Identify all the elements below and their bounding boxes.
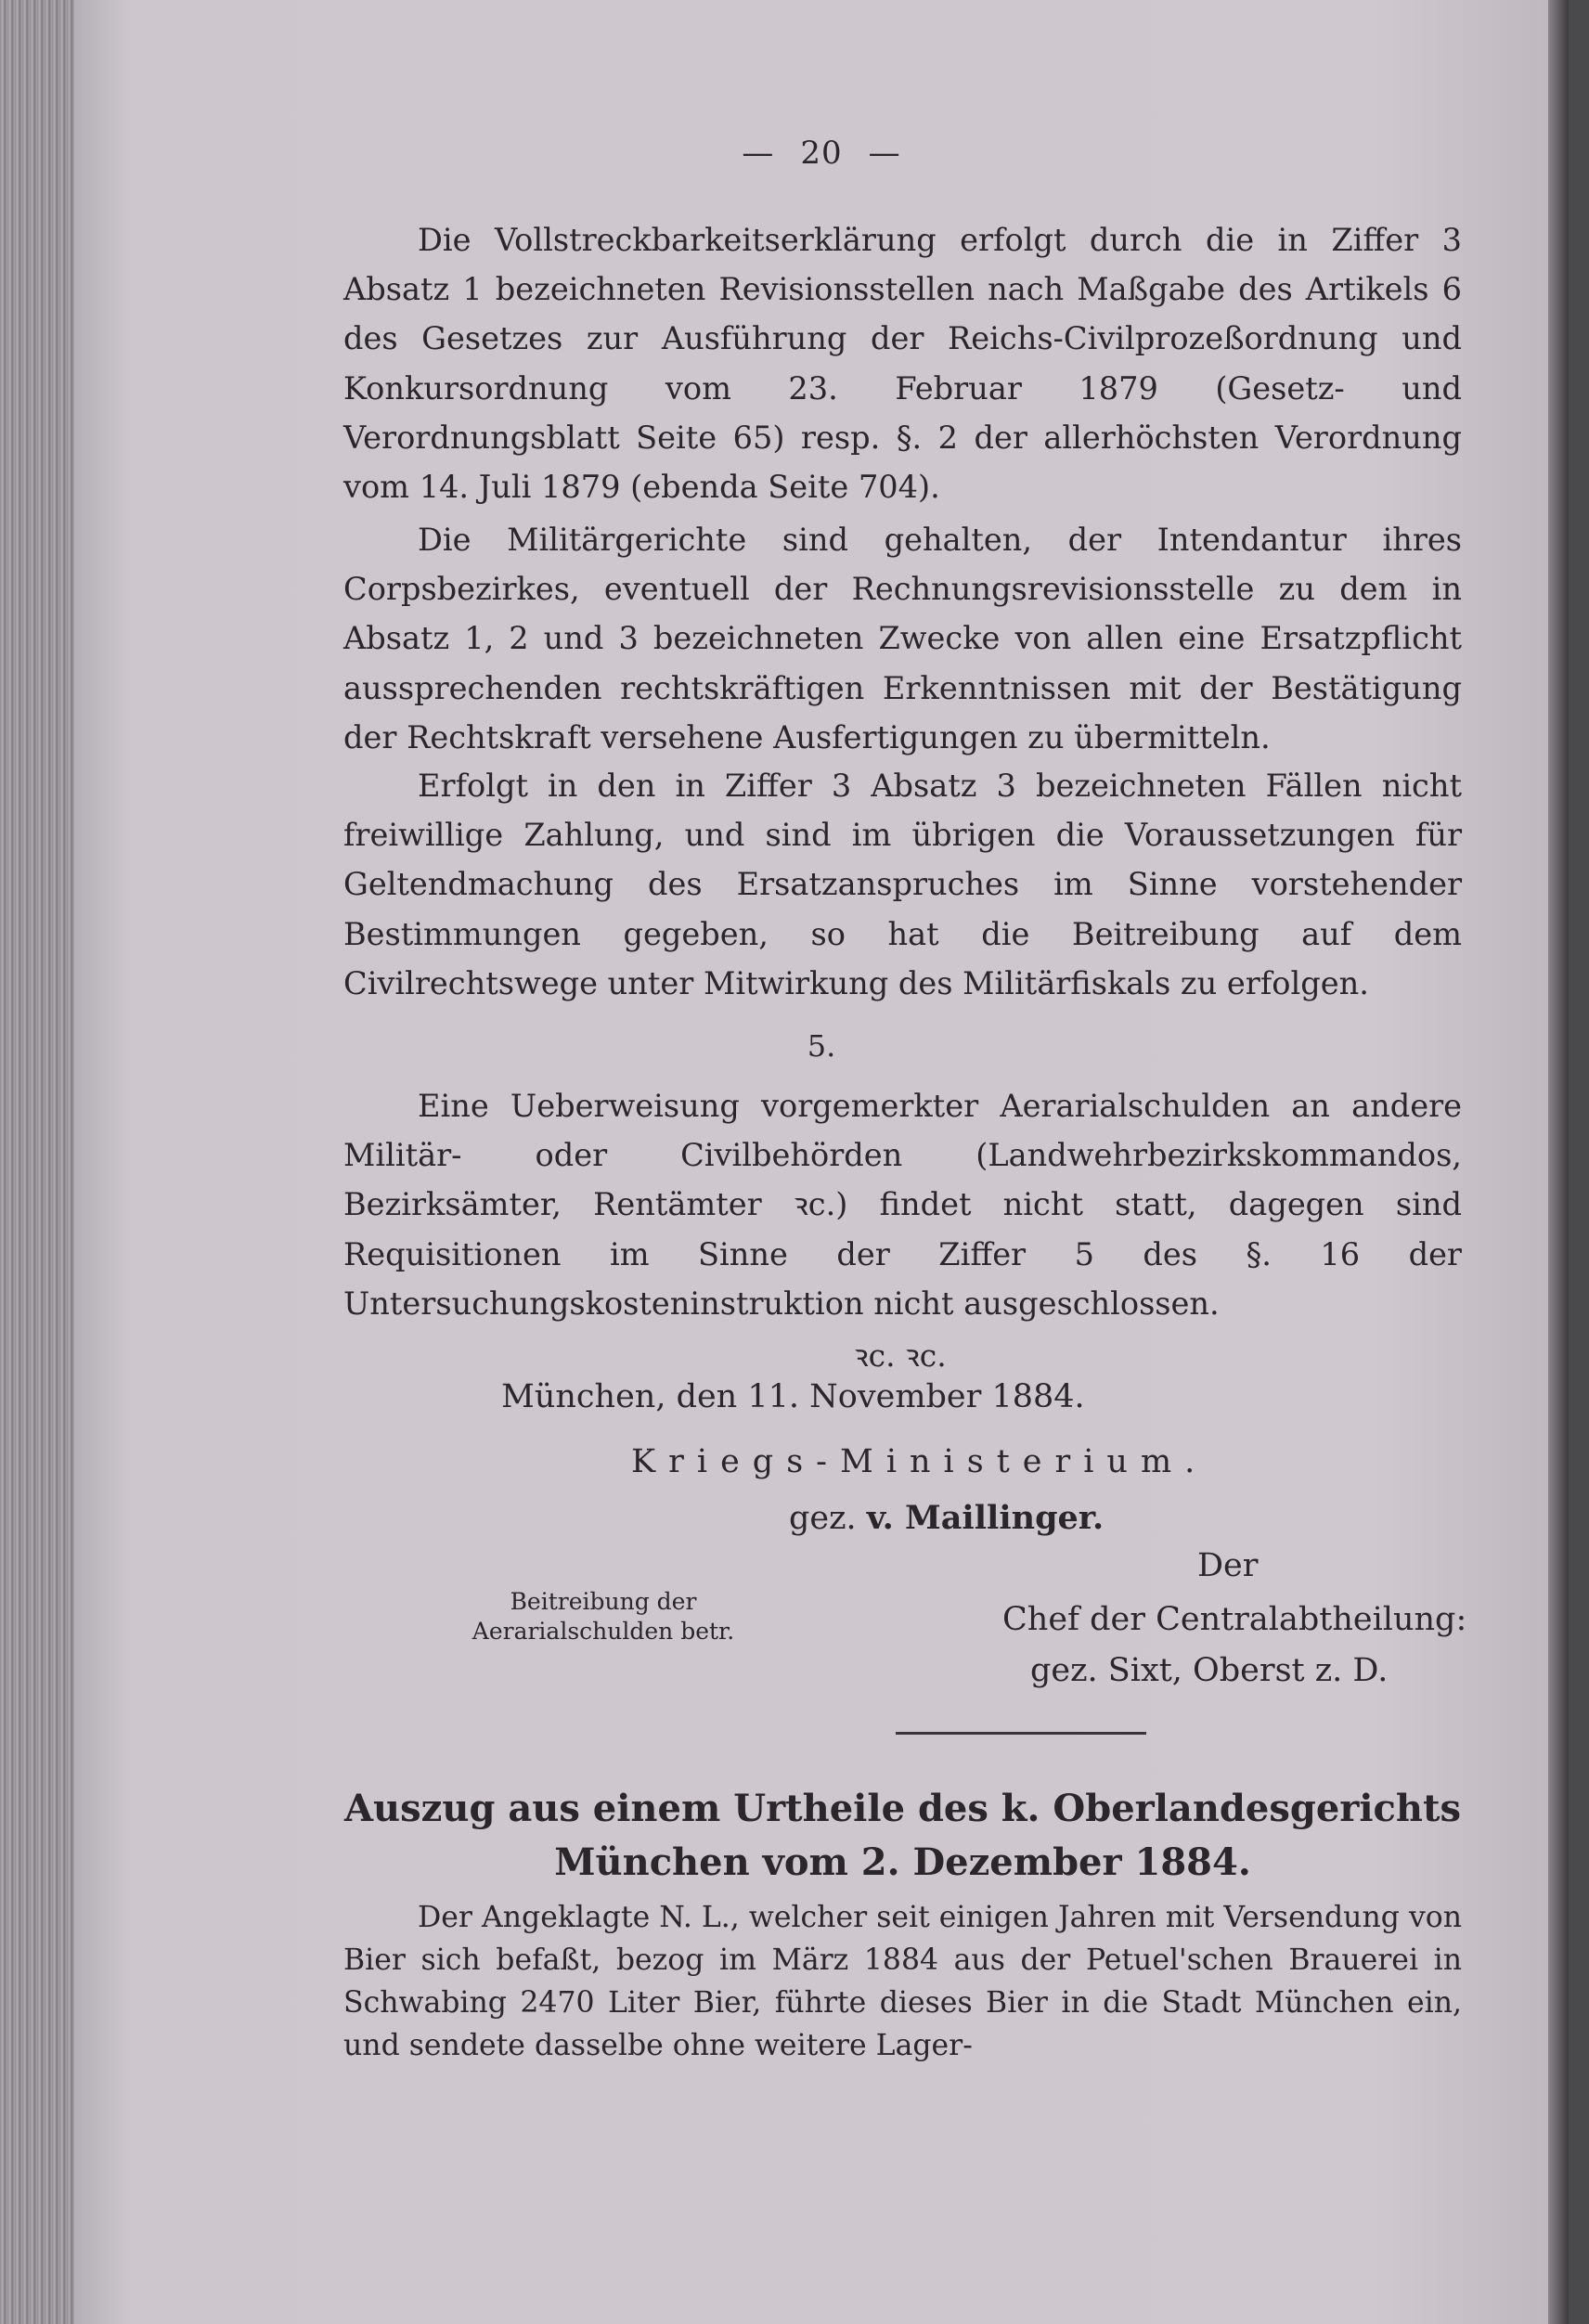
- paragraph-text: Der Angeklagte N. L., welcher seit einigen Jahren mit Versendung von Bier sich befaßt, bezog im März 1884 aus der Petuel'schen Brauerei in Schwabing 2470 Liter Bier, führte dieses Bier in die Stadt München ein, und sendete dasselbe ohne weitere Lager-: [343, 1901, 1462, 2062]
- place-date-line: München, den 11. November 1884.: [501, 1378, 1085, 1415]
- heading-line-1: Auszug aus einem Urtheile des k. Oberlandesgerichts: [344, 1787, 1461, 1830]
- section-number: 5.: [807, 1028, 836, 1064]
- section-heading: [343, 1782, 1462, 1890]
- margin-note: Beitreibung der Aerarialschulden betr.: [472, 1588, 735, 1645]
- paragraph-text: Die Militärgerichte sind gehalten, der Intendantur ihres Corpsbezirkes, eventuell der Rechnungsrevisionsstelle zu dem in Absatz 1, 2 und 3 bezeichneten Zwecke von allen eine Ersatzpflicht aussprechenden rechtskräftigen Erkenntnissen mit der Bestätigung der Rechtskraft versehene Ausfertigungen zu übermitteln.: [343, 522, 1462, 755]
- der-line: Der: [1197, 1547, 1259, 1584]
- page-number-value: 20: [800, 135, 843, 172]
- chef-signature-line: gez. Sixt, Oberst z. D.: [1030, 1652, 1389, 1689]
- book-spine-shadow: [1548, 0, 1569, 2324]
- paragraph-text: Eine Ueberweisung vorgemerkter Aerarialschulden an andere Militär- oder Civilbehörden (Landwehrbezirkskommandos, Bezirksämter, Rentämter ꝛc.) findet nicht statt, dagegen sind Requisitionen im Sinne der Ziffer 5 des §. 16 der Untersuchungskosteninstruktion nicht ausgeschlossen.: [343, 1088, 1462, 1322]
- section-divider: [896, 1732, 1146, 1735]
- chef-title-line: Chef der Centralabtheilung:: [1002, 1601, 1467, 1638]
- paragraph-text: Die Vollstreckbarkeitserklärung erfolgt durch die in Ziffer 3 Absatz 1 bezeichneten Revisionsstellen nach Maßgabe des Artikels 6 des Gesetzes zur Ausführung der Reichs-Civilprozeßordnung und Konkursordnung vom 23. Februar 1879 (Gesetz- und Verordnungsblatt Seite 65) resp. §. 2 der allerhöchsten Verordnung vom 14. Juli 1879 (ebenda Seite 704).: [343, 222, 1462, 506]
- ministry-line: Kriegs-Ministerium.: [631, 1443, 1208, 1480]
- paragraph-text: Erfolgt in den in Ziffer 3 Absatz 3 bezeichneten Fällen nicht freiwillige Zahlung, und sind im übrigen die Voraussetzungen für Geltendmachung des Ersatzanspruches im Sinne vorstehender Bestimmungen gegeben, so hat die Beitreibung auf dem Civilrechtswege unter Mitwirkung des Militärfiskals zu erfolgen.: [343, 768, 1462, 1001]
- paragraph-enforceability: [343, 215, 1462, 511]
- signature-line: [789, 1499, 1104, 1537]
- paragraph-transfer: [343, 1081, 1462, 1328]
- paragraph-civil-enforcement: [343, 761, 1462, 1008]
- paragraph-military-courts: [343, 515, 1462, 762]
- page-number: [74, 135, 1569, 172]
- page-number-dash-right: —: [868, 135, 901, 172]
- heading-line-2: München vom 2. Dezember 1884.: [554, 1840, 1251, 1884]
- page-number-dash-left: —: [742, 135, 775, 172]
- signature-prefix: gez.: [789, 1500, 857, 1537]
- book-page: [74, 0, 1569, 2324]
- etcetera-line: ꝛc. ꝛc.: [854, 1337, 947, 1374]
- paragraph-case: [343, 1896, 1462, 2067]
- signature-name: v. Maillinger.: [866, 1499, 1105, 1537]
